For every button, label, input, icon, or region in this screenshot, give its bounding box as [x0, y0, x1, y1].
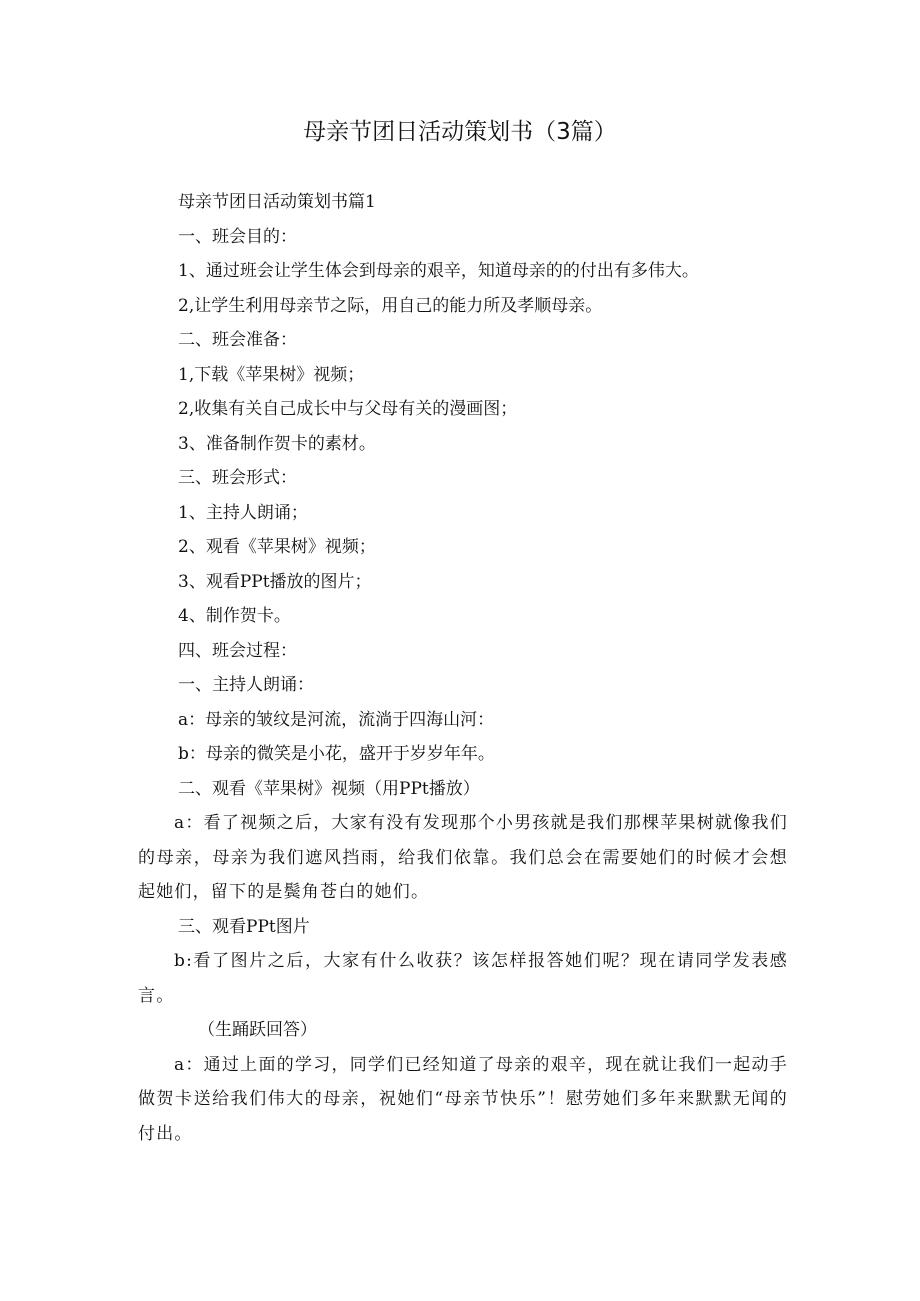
preparation-item-2: 2,收集有关自己成长中与父母有关的漫画图；	[178, 399, 518, 419]
recitation-line-a: a：母亲的皱纹是河流，流淌于四海山河：	[178, 709, 495, 730]
purpose-item-2: 2,让学生利用母亲节之际，用自己的能力所及孝顺母亲。	[178, 295, 603, 316]
paragraph-b1: b:看了图片之后，大家有什么收获？该怎样报答她们呢？现在请同学发表感言。	[138, 951, 788, 1006]
recitation-line-b: b：母亲的微笑是小花，盛开于岁岁年年。	[178, 744, 495, 764]
process-step-3: 三、观看PPt图片	[178, 916, 310, 937]
document-body	[138, 185, 788, 1151]
form-item-3: 3、观看PPt播放的图片；	[178, 571, 372, 592]
form-item-2: 2、观看《苹果树》视频；	[178, 537, 376, 557]
heading-form: 三、班会形式：	[178, 468, 297, 488]
process-step-1: 一、主持人朗诵：	[178, 675, 314, 695]
purpose-item-1: 1、通过班会让学生体会到母亲的艰辛，知道母亲的的付出有多伟大。	[178, 261, 699, 281]
process-step-2: 二、观看《苹果树》视频（用PPt播放）	[178, 778, 480, 799]
form-item-1: 1、主持人朗诵；	[178, 502, 308, 523]
paragraph-a2: a：通过上面的学习，同学们已经知道了母亲的艰辛，现在就让我们一起动手做贺卡送给我们伟大的母亲，祝她们“母亲节快乐”！慰劳她们多年来默默无闻的付出。	[138, 1054, 788, 1144]
heading-preparation: 二、班会准备：	[178, 330, 297, 350]
page-title: 母亲节团日活动策划书（3篇）	[303, 119, 617, 145]
heading-purpose: 一、班会目的：	[178, 226, 297, 247]
paragraph-a1: a：看了视频之后，大家有没有发现那个小男孩就是我们那棵苹果树就像我们的母亲，母亲为我们遮风挡雨，给我们依靠。我们总会在需要她们的时候才会想起她们，留下的是鬓角苍白的她们。	[138, 813, 788, 902]
heading-process: 四、班会过程：	[178, 640, 297, 661]
student-note: （生踊跃回答）	[198, 1020, 317, 1040]
section-heading: 母亲节团日活动策划书篇1	[178, 192, 376, 212]
form-item-4: 4、制作贺卡。	[178, 606, 291, 626]
preparation-item-3: 3、准备制作贺卡的素材。	[178, 433, 376, 454]
preparation-item-1: 1,下载《苹果树》视频；	[178, 364, 365, 385]
